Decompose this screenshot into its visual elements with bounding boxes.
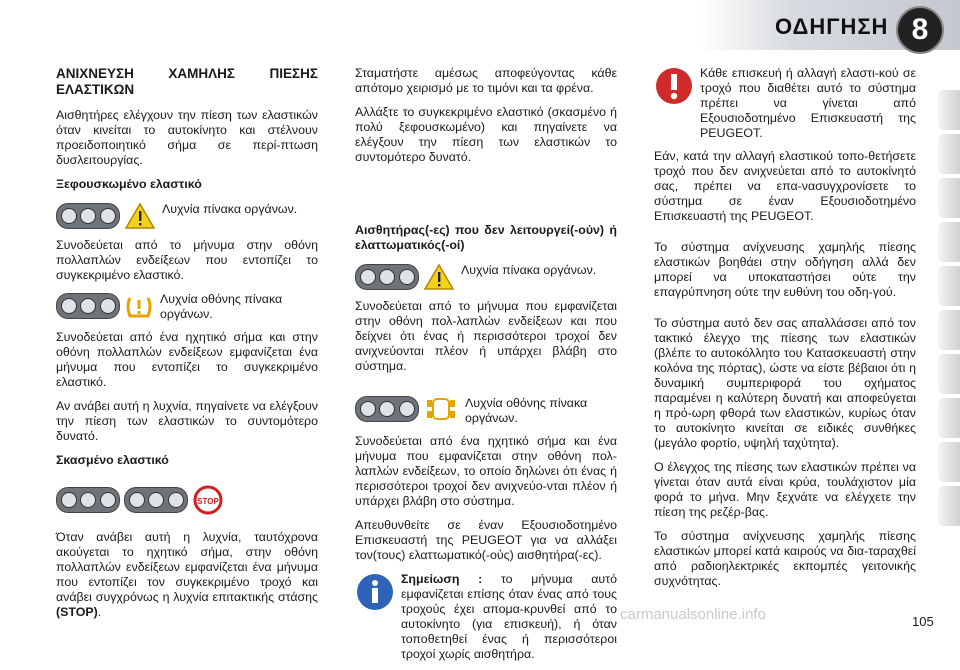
thumb-tab (938, 266, 960, 306)
panel-lamp-label: Λυχνία πίνακα οργάνων. (461, 263, 597, 277)
sensor-heading: Αισθητήρας(-ες) που δεν λειτουργεί(-ούν) ή ελαττωματικός(-οί) (355, 223, 617, 252)
paragraph: Αν ανάβει αυτή η λυχνία, πηγαίνετε να ελέγξουν την πίεση των ελαστικών το συντομότερο δυνατό. (56, 399, 318, 443)
thumb-index (938, 90, 960, 530)
warning-box (654, 66, 916, 141)
screen-lamp-row (355, 396, 617, 426)
dashboard-icon (355, 396, 419, 422)
paragraph: Εάν, κατά την αλλαγή ελαστικού τοπο-θετήσετε τροχό που δεν ανιχνεύεται από το αυτοκίνητό σας, πρέπει να επα-νασυγχρονίσετε το σύστημα σε έναν Εξουσιοδοτημένο Επισκευαστή της PEUGEOT. (654, 149, 916, 223)
paragraph: Συνοδεύεται από ένα ηχητικό σήμα και στην οθόνη πολλαπλών ενδείξεων εμφανίζεται ένα μήνυμα που εντοπίζει το συγκεκριμένο ελαστικό. (56, 330, 318, 389)
thumb-tab (938, 310, 960, 350)
punctured-heading: Σκασμένο ελαστικό (56, 453, 169, 467)
thumb-tab (938, 178, 960, 218)
warning-triangle-icon (124, 202, 156, 230)
punctured-icons (56, 484, 224, 516)
note-row (355, 572, 617, 662)
panel-lamp-icons (355, 263, 455, 291)
thumb-tab (938, 222, 960, 262)
panel-lamp-row (56, 202, 318, 230)
section-heading: ΑΝΙΧΝΕΥΣΗ ΧΑΜΗΛΗΣ ΠΙΕΣΗΣ ΕΛΑΣΤΙΚΩΝ (56, 66, 318, 97)
note-text (401, 572, 617, 662)
panel-lamp-icons (56, 202, 156, 230)
thumb-tab (938, 486, 960, 526)
paragraph: Συνοδεύεται από το μήνυμα στην οθόνη πολλαπλών ενδείξεων που εντοπίζει το συγκεκριμένο ελαστικό. (56, 238, 318, 282)
screen-lamp-icons (56, 292, 154, 320)
paragraph: Συνοδεύεται από ένα ηχητικό σήμα και ένα μήνυμα που εμφανίζεται στην οθόνη πολ-λαπλών ενδείξεων, το οποίο δηλώνει ότι ένας ή περισσότεροι τροχοί δεν ανιχνεύο-νται πλέον ή υπάρχει βλάβη στο σύστημα. (355, 434, 617, 508)
chapter-badge: 8 (896, 6, 944, 54)
paragraph-text: Όταν ανάβει αυτή η λυχνία, ταυτόχρονα ακούγεται το ηχητικό σήμα, στην οθόνη πολλαπλών ενδείξεων εμφανίζεται ένα μήνυμα που εντοπίζει τον συγκεκριμένο τροχό και ανάβει συγχρόνως η λυχνία επιτακτικής στάσης (56, 530, 318, 604)
paragraph: Αλλάξτε το συγκεκριμένο ελαστικό (σκασμένο ή πολύ ξεφουσκωμένο) και πηγαίνετε να ελέγξουν την πίεση των ελαστικών το συντομότερο δυνατό. (355, 105, 617, 164)
watermark: carmanualsonline.info (620, 606, 766, 623)
paragraph: Το σύστημα ανίχνευσης χαμηλής πίεσης ελαστικών μπορεί κατά καιρούς να δια-ταραχθεί από ραδιοηλεκτρικές εκπομπές γειτονικής συχνότητας. (654, 529, 916, 588)
punctured-icons-row (56, 484, 318, 516)
thumb-tab (938, 442, 960, 482)
dashboard-icon (56, 203, 120, 229)
dashboard-icon (124, 487, 188, 513)
dashboard-icon (56, 487, 120, 513)
dashboard-icon (355, 264, 419, 290)
stop-lamp-icon (192, 484, 224, 516)
thumb-tab (938, 134, 960, 174)
panel-lamp-label: Λυχνία πίνακα οργάνων. (162, 202, 298, 216)
page-number: 105 (912, 614, 934, 629)
panel-lamp-row (355, 263, 617, 291)
thumb-tab (938, 398, 960, 438)
warning-triangle-icon (423, 263, 455, 291)
dashboard-icon (56, 293, 120, 319)
page-title: ΟΔΗΓΗΣΗ (775, 14, 889, 39)
thumb-tab (938, 354, 960, 394)
tyre-pressure-icon (124, 292, 154, 320)
intro-paragraph: Αισθητήρες ελέγχουν την πίεση των ελαστικών όταν κινείται το αυτοκίνητο και στέλνουν προειδοποιητικό σήμα σε περί-πτωση δυσλειτουργίας. (56, 108, 318, 167)
paragraph: Το σύστημα ανίχνευσης χαμηλής πίεσης ελαστικών βοηθάει στην οδήγηση αλλά δεν μπορεί να υποκαταστήσει ούτε την επαγρύπνηση ούτε την ευθύνη του οδη-γού. (654, 240, 916, 299)
paragraph-end: . (97, 605, 102, 619)
note-body: το μήνυμα αυτό εμφανίζεται επίσης όταν ένας από τους τροχούς έχει απομα-κρυνθεί από το αυτοκίνητο (για επισκευή), ή όταν τοποθετηθεί ένας ή περισσότεροι τροχοί χωρίς αισθητήρα. (401, 572, 617, 661)
stop-label: (STOP) (56, 605, 98, 619)
warning-text: Κάθε επισκευή ή αλλαγή ελαστι-κού σε τροχό που διαθέτει αυτό το σύστημα πρέπει να γίνεται από Εξουσιοδοτημένο Επισκευαστή της PEUGEOT. (700, 66, 916, 140)
screen-lamp-label: Λυχνία οθόνης πίνακα οργάνων. (160, 292, 283, 321)
column-1 (56, 66, 318, 629)
paragraph (56, 530, 318, 620)
column-3 (654, 66, 916, 598)
info-icon (355, 572, 395, 612)
svg-text:STOP: STOP (197, 497, 219, 506)
screen-lamp-label: Λυχνία οθόνης πίνακα οργάνων. (465, 396, 588, 425)
thumb-tab (938, 90, 960, 130)
screen-lamp-row (56, 292, 318, 322)
paragraph: Ο έλεγχος της πίεσης των ελαστικών πρέπει να γίνεται όταν αυτά είναι κρύα, τουλάχιστον μία φορά το μήνα. Μην ξεχνάτε να ελέγχετε την πίεση της ρεζέρ-βας. (654, 460, 916, 519)
car-wheels-icon (423, 396, 459, 422)
deflated-heading: Ξεφουσκωμένο ελαστικό (56, 177, 202, 191)
screen-lamp-icons (355, 396, 459, 422)
column-2 (355, 66, 617, 670)
paragraph: Συνοδεύεται από το μήνυμα που εμφανίζεται στην οθόνη πολ-λαπλών ενδείξεων και που δείχνει ότι ένας ή περισσότεροι τροχοί δεν ανιχνεύονται πλέον ή υπάρχει βλάβη στο σύστημα. (355, 299, 617, 373)
note-label: Σημείωση : (401, 572, 483, 586)
paragraph: Σταματήστε αμέσως αποφεύγοντας κάθε απότομο χειρισμό με το τιμόνι και τα φρένα. (355, 66, 617, 95)
paragraph: Απευθυνθείτε σε έναν Εξουσιοδοτημένο Επισκευαστή της PEUGEOT για να αλλάξει τον(τους) ελαττωματικό(-ούς) αισθητήρα(-ες). (355, 518, 617, 562)
exclamation-icon (654, 66, 694, 106)
paragraph: Το σύστημα αυτό δεν σας απαλλάσσει από τον τακτικό έλεγχο της πίεσης των ελαστικών (βλέπε το αυτοκόλλητο του Κατασκευαστή στην κολόνα της πόρτας), ώστε να είστε βέβαιοι ότι η δυναμική συμπεριφορά του οχήματος παραμένει η καλύτερη δυνατή και αποφεύγεται η πρό-ωρη φθορά των ελαστικών, κυρίως όταν το αυτοκίνητο κινείται σε ειδικές συνθήκες (μεγάλο φορτίο, υψηλή ταχύτητα). (654, 316, 916, 450)
